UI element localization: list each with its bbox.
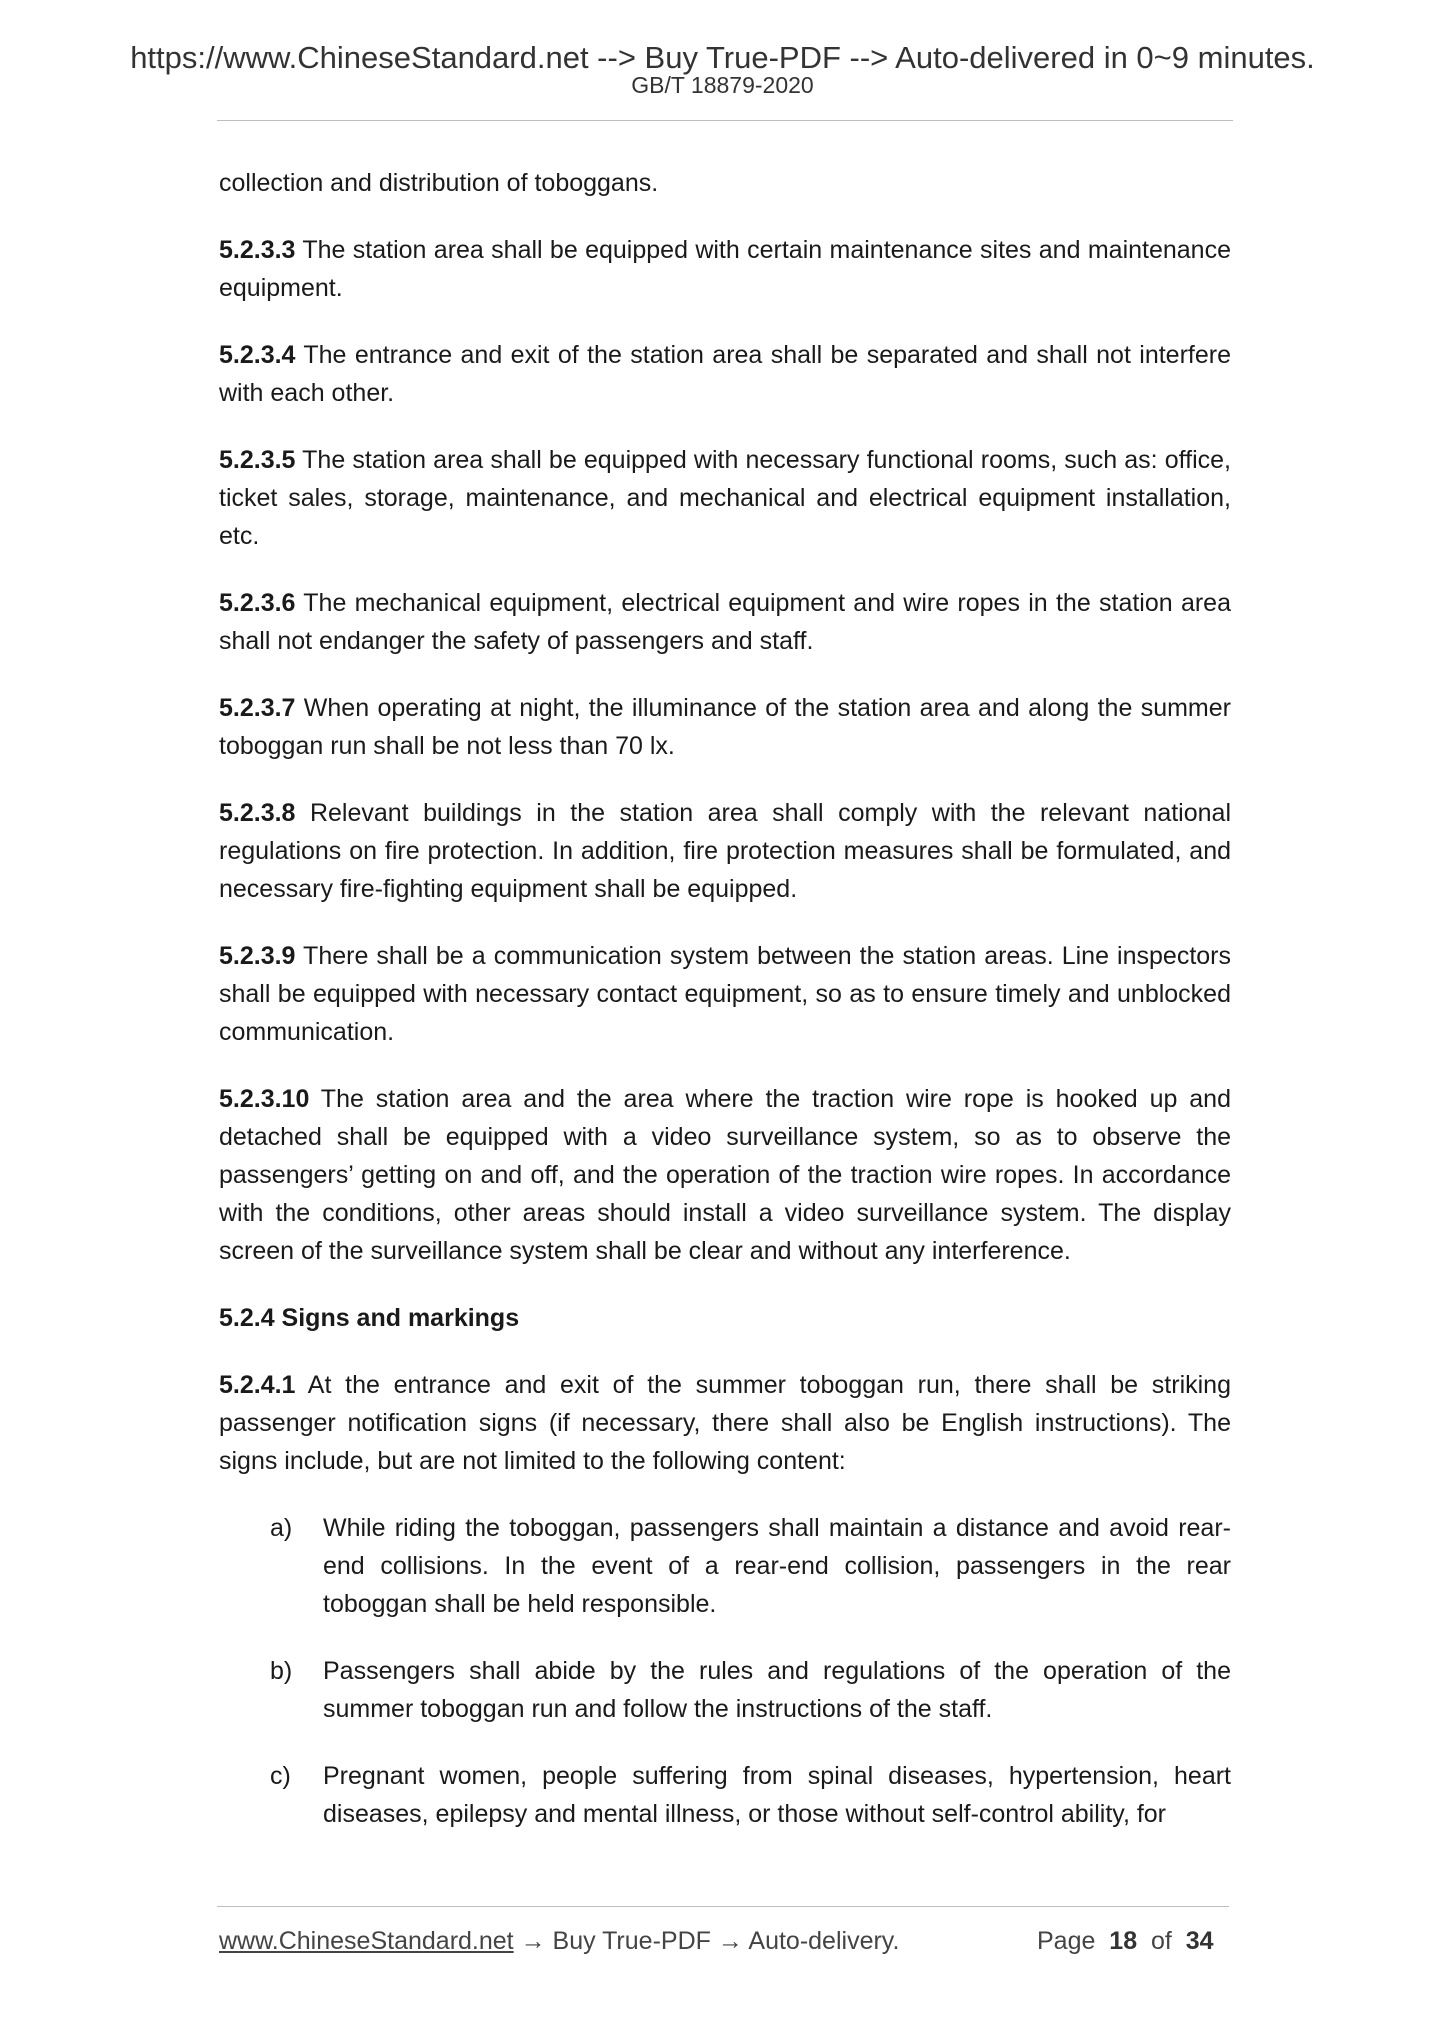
clause-number: 5.2.3.10 [219, 1085, 310, 1113]
list-item-text: Pregnant women, people suffering from spinal diseases, hypertension, heart diseases, epilepsy and mental illness, or those without self-control ability, for [323, 1762, 1231, 1828]
list-item-text: While riding the toboggan, passengers shall maintain a distance and avoid rear-end collisions. In the event of a rear-end collision, passengers in the rear toboggan shall be held responsible. [323, 1514, 1231, 1618]
page-label: Page [1037, 1927, 1096, 1955]
footer-tagline: → Buy True-PDF → Auto-delivery. [513, 1927, 900, 1955]
clause-5-2-3-10 [219, 1080, 1231, 1270]
header-divider [217, 120, 1233, 121]
clause-text: The station area and the area where the traction wire rope is hooked up and detached shall be equipped with a video surveillance system, so as to observe the passengers’ getting on and off, and the operation of the traction wire ropes. In accordance with the conditions, other areas should install a video surveillance system. The display screen of the surveillance system shall be clear and without any interference. [219, 1085, 1231, 1265]
list-marker: b) [270, 1657, 293, 1685]
clause-number: 5.2.3.3 [219, 236, 296, 264]
page-current: 18 [1109, 1927, 1138, 1955]
footer-site-link[interactable]: www.ChineseStandard.net [219, 1927, 514, 1955]
footer-promo [219, 1926, 899, 1956]
page-total: 34 [1185, 1927, 1214, 1955]
clause-text: When operating at night, the illuminance of the station area and along the summer toboggan run shall be not less than 70 lx. [219, 694, 1231, 760]
clause-text: The mechanical equipment, electrical equipment and wire ropes in the station area shall not endanger the safety of passengers and staff. [219, 589, 1231, 655]
page-of-label: of [1151, 1927, 1172, 1955]
clause-text: There shall be a communication system between the station areas. Line inspectors shall be equipped with necessary contact equipment, so as to ensure timely and unblocked communication. [219, 942, 1231, 1046]
header-banner: https://www.ChineseStandard.net --> Buy True-PDF --> Auto-delivered in 0~9 minutes. [130, 40, 1315, 75]
footer-divider [217, 1906, 1229, 1907]
clause-5-2-3-7 [219, 689, 1231, 765]
clause-5-2-3-8 [219, 794, 1231, 908]
clause-text: The entrance and exit of the station area shall be separated and shall not interfere with each other. [219, 341, 1231, 407]
document-body [219, 164, 1231, 1862]
clause-number: 5.2.3.7 [219, 694, 296, 722]
page-number [1037, 1926, 1214, 1956]
clause-5-2-3-4 [219, 336, 1231, 412]
section-heading: 5.2.4 Signs and markings [219, 1304, 520, 1332]
standard-code: GB/T 18879-2020 [631, 72, 814, 98]
clause-text: The station area shall be equipped with certain maintenance sites and maintenance equipment. [219, 236, 1231, 302]
list-item [219, 1652, 1231, 1728]
intro-fragment: collection and distribution of toboggans. [219, 169, 659, 197]
clause-number: 5.2.4.1 [219, 1371, 296, 1399]
list-item [219, 1509, 1231, 1623]
clause-5-2-3-3 [219, 231, 1231, 307]
clause-text: The station area shall be equipped with necessary functional rooms, such as: office, ticket sales, storage, maintenance, and mechanical and electrical equipment installation, etc. [219, 446, 1231, 550]
list-item [219, 1757, 1231, 1833]
clause-text: At the entrance and exit of the summer toboggan run, there shall be striking passenger notification signs (if necessary, there shall also be English instructions). The signs include, but are not limited to the following content: [219, 1371, 1231, 1475]
clause-text: Relevant buildings in the station area shall comply with the relevant national regulations on fire protection. In addition, fire protection measures shall be formulated, and necessary fire-fighting equipment shall be equipped. [219, 799, 1231, 903]
list-marker: c) [270, 1762, 291, 1790]
clause-5-2-4-1 [219, 1366, 1231, 1480]
clause-number: 5.2.3.4 [219, 341, 296, 369]
clause-number: 5.2.3.8 [219, 799, 296, 827]
clause-number: 5.2.3.5 [219, 446, 296, 474]
clause-5-2-3-9 [219, 937, 1231, 1051]
list-marker: a) [270, 1514, 293, 1542]
clause-number: 5.2.3.9 [219, 942, 296, 970]
list-item-text: Passengers shall abide by the rules and regulations of the operation of the summer toboggan run and follow the instructions of the staff. [323, 1657, 1231, 1723]
clause-number: 5.2.3.6 [219, 589, 296, 617]
clause-5-2-3-5 [219, 441, 1231, 555]
clause-5-2-3-6 [219, 584, 1231, 660]
